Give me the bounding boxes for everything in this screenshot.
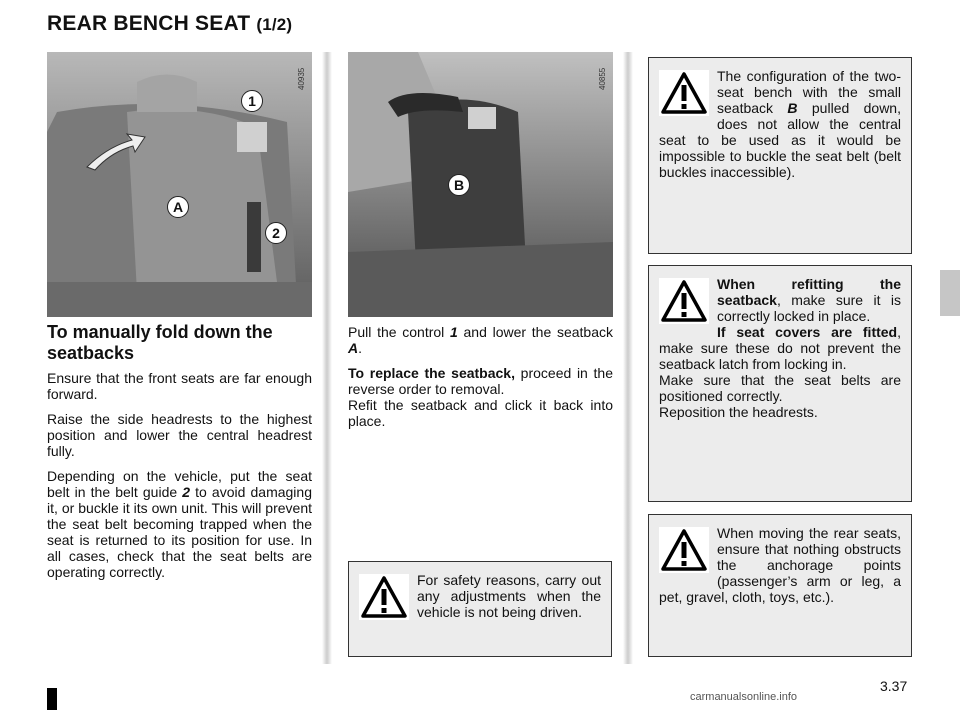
- warning-box: [648, 57, 912, 254]
- warning-text: When refitting the seatback, make sure it is correctly locked in place. If seat covers are fitted, make sure these do not prevent the seatback latch from locking in. Make sure that the seat belts are positioned correctly. Reposition the headrests.: [659, 276, 901, 420]
- paragraph: Depending on the vehicle, put the seat belt in the belt guide 2 to avoid damaging it, or buckle it its own unit. This will prevent the seat belt becoming trapped when the seat is returned to its position for use. In all cases, check that the seat belts are operating correctly.: [47, 468, 312, 580]
- page-marker: [47, 688, 57, 710]
- paragraph: Raise the side headrests to the highest position and lower the central headrest fully.: [47, 411, 312, 459]
- callout-2: 2: [265, 222, 287, 244]
- title-subtitle: (1/2): [256, 15, 293, 34]
- seat-illustration-b: [348, 52, 613, 317]
- left-column-text: [47, 370, 312, 589]
- warning-triangle-icon: [659, 278, 709, 324]
- paragraph: Ensure that the front seats are far enough forward.: [47, 370, 312, 402]
- section-heading: To manually fold down the seatbacks: [47, 322, 273, 363]
- column-separator: [623, 52, 633, 664]
- callout-a: A: [167, 196, 189, 218]
- headrest-shape: [137, 75, 197, 113]
- rear-seat-photo-right: [348, 52, 613, 317]
- rear-seat-photo-left: [47, 52, 312, 317]
- seat-control-1: [237, 122, 267, 152]
- callout-1: 1: [241, 90, 263, 112]
- seat-illustration: [47, 52, 312, 317]
- chapter-tab: [940, 270, 960, 316]
- page-title: [47, 12, 292, 36]
- warning-text: When moving the rear seats, ensure that nothing obstructs the anchorage points (passenger’s arm or leg, a pet, gravel, cloth, toys, etc.).: [659, 525, 901, 605]
- warning-triangle-icon: [359, 574, 409, 620]
- warning-text: For safety reasons, carry out any adjustments when the vehicle is not being driven.: [417, 572, 601, 620]
- column-separator: [322, 52, 332, 664]
- paragraph: Pull the control 1 and lower the seatback A.: [348, 324, 613, 356]
- warning-box: [348, 561, 612, 657]
- warning-text: The configuration of the two-seat bench with the small seatback B pulled down, does not allow the central seat to be used as it would be impossible to buckle the seat belt (belt buckles inaccessible).: [659, 68, 901, 180]
- warning-box: [648, 514, 912, 657]
- warning-triangle-icon: [659, 70, 709, 116]
- callout-b: B: [448, 174, 470, 196]
- photo-code-left: 40935: [297, 67, 306, 90]
- page-number: 3.37: [880, 678, 908, 694]
- watermark: carmanualsonline.info: [690, 691, 798, 703]
- title-text: REAR BENCH SEAT: [47, 12, 251, 35]
- middle-column-text: [348, 324, 613, 438]
- belt-guide: [247, 202, 261, 272]
- photo-code-right: 40855: [598, 67, 607, 90]
- warning-triangle-icon: [659, 527, 709, 573]
- paragraph: To replace the seatback, proceed in the reverse order to removal. Refit the seatback and click it back into place.: [348, 365, 613, 429]
- warning-box: [648, 265, 912, 502]
